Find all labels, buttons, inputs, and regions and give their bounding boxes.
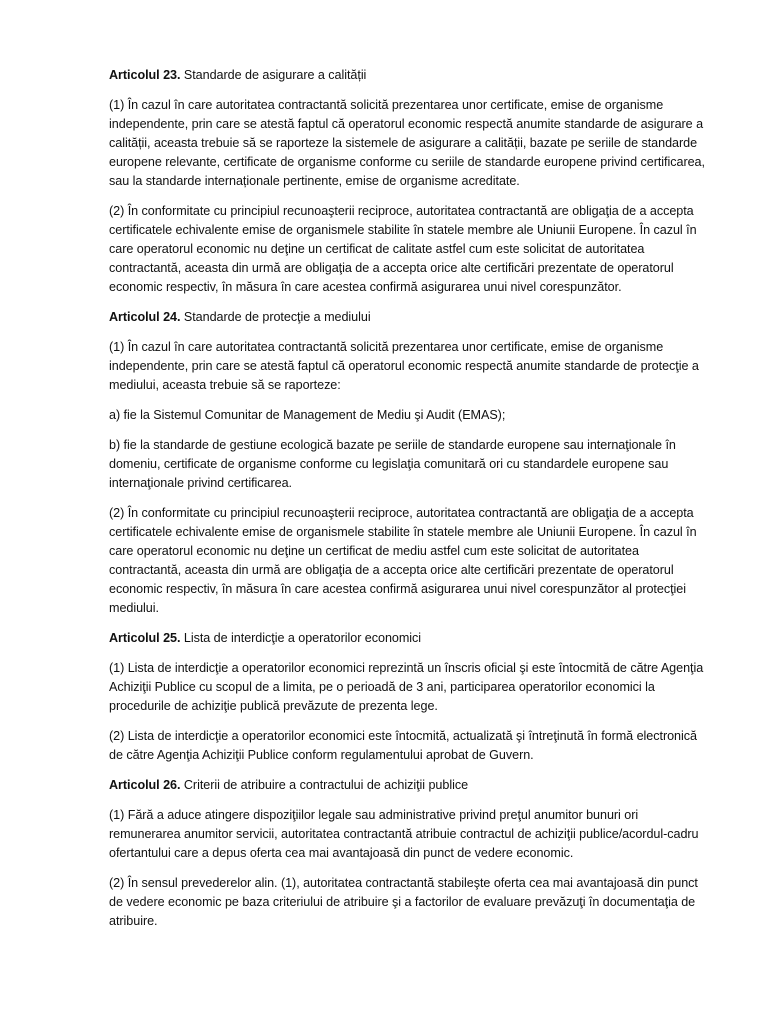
article-paragraph: (1) Lista de interdicţie a operatorilor economici reprezintă un înscris oficial şi este întocmită de către Agenţia Achiziţii Publice cu scopul de a limita, pe o perioadă de 3 ani, participarea operatorilor economici la procedurile de achiziţie publică prevăzute de prezenta lege. bbox=[109, 661, 704, 713]
article-heading bbox=[109, 776, 709, 795]
article-paragraph: (2) În conformitate cu principiul recunoaşterii reciproce, autoritatea contractantă are obligaţia de a accepta certificatele echivalente emise de organismele stabilite în statele membre ale Uniunii Europene. În cazul în care operatorul economic nu deţine un certificat de calitate astfel cum este solicitat de autoritatea contractantă, aceasta din urmă are obligaţia de a accepta orice alte certificări prezentate de operatorul economic respectiv, în măsura în care acestea confirmă asigurarea unui nivel corespunzător. bbox=[109, 204, 697, 294]
article-title: Standarde de asigurare a calității bbox=[180, 68, 367, 82]
article-number: Articolul 24. bbox=[109, 310, 181, 324]
article-title: Lista de interdicţie a operatorilor economici bbox=[180, 631, 422, 645]
article-number: Articolul 26. bbox=[109, 778, 181, 792]
article-list-item: b) fie la standarde de gestiune ecologică bazate pe seriile de standarde europene sau internaţionale în domeniu, certificate de organisme conforme cu legislaţia comunitară ori cu standardele europene sau internaţionale privind certificarea. bbox=[109, 438, 676, 490]
article-heading bbox=[109, 308, 709, 327]
article-heading bbox=[109, 66, 709, 85]
article-paragraph: (2) În sensul prevederelor alin. (1), autoritatea contractantă stabileşte oferta cea mai avantajoasă din punct de vedere economic pe baza criteriului de atribuire şi a factorilor de evaluare prevăzuţi în documentaţia de atribuire. bbox=[109, 876, 698, 928]
article-paragraph: (1) Fără a aduce atingere dispoziţiilor legale sau administrative privind preţul anumitor bunuri ori remunerarea anumitor servicii, autoritatea contractantă atribuie contractul de achiziţii publice/acordul-cadru ofertantului care a depus oferta cea mai avantajoasă din punct de vedere economic. bbox=[109, 808, 699, 860]
article-heading bbox=[109, 629, 709, 648]
article-number: Articolul 25. bbox=[109, 631, 181, 645]
article-25 bbox=[109, 629, 709, 765]
article-23 bbox=[109, 66, 709, 297]
article-paragraph: (2) În conformitate cu principiul recunoaşterii reciproce, autoritatea contractantă are obligaţia de a accepta certificatele echivalente emise de organismele stabilite în statele membre ale Uniunii Europene. În cazul în care operatorul economic nu deţine un certificat de mediu astfel cum este solicitat de autoritatea contractantă, aceasta din urmă are obligaţia de a accepta orice alte certificări prezentate de operatorul economic respectiv, în măsura în care acestea confirmă asigurarea unui nivel corespunzător al protecţiei mediului. bbox=[109, 506, 697, 615]
article-26 bbox=[109, 776, 709, 931]
document-page bbox=[109, 66, 709, 942]
article-paragraph: (1) În cazul în care autoritatea contractantă solicită prezentarea unor certificate, emise de organisme independente, prin care se atestă faptul că operatorul economic respectă anumite standarde de protecţie a mediului, aceasta trebuie să se raporteze: bbox=[109, 340, 699, 392]
article-number: Articolul 23. bbox=[109, 68, 181, 82]
article-title: Standarde de protecţie a mediului bbox=[180, 310, 371, 324]
article-list-item: a) fie la Sistemul Comunitar de Management de Mediu şi Audit (EMAS); bbox=[109, 408, 506, 422]
article-paragraph: (2) Lista de interdicţie a operatorilor economici este întocmită, actualizată şi întreţinută în formă electronică de către Agenţia Achiziţii Publice conform regulamentului aprobat de Guvern. bbox=[109, 729, 697, 762]
article-paragraph: (1) În cazul în care autoritatea contractantă solicită prezentarea unor certificate, emise de organisme independente, prin care se atestă faptul că operatorul economic respectă anumite standarde de asigurare a calității, aceasta trebuie să se raporteze la sistemele de asigurare a calității, bazate pe seriile de standarde europene relevante, certificate de organisme conforme cu seriile de standarde europene privind certificarea, sau la standarde internaționale pertinente, emise de organisme acreditate. bbox=[109, 98, 705, 188]
article-title: Criterii de atribuire a contractului de achiziţii publice bbox=[180, 778, 469, 792]
article-24 bbox=[109, 308, 709, 618]
